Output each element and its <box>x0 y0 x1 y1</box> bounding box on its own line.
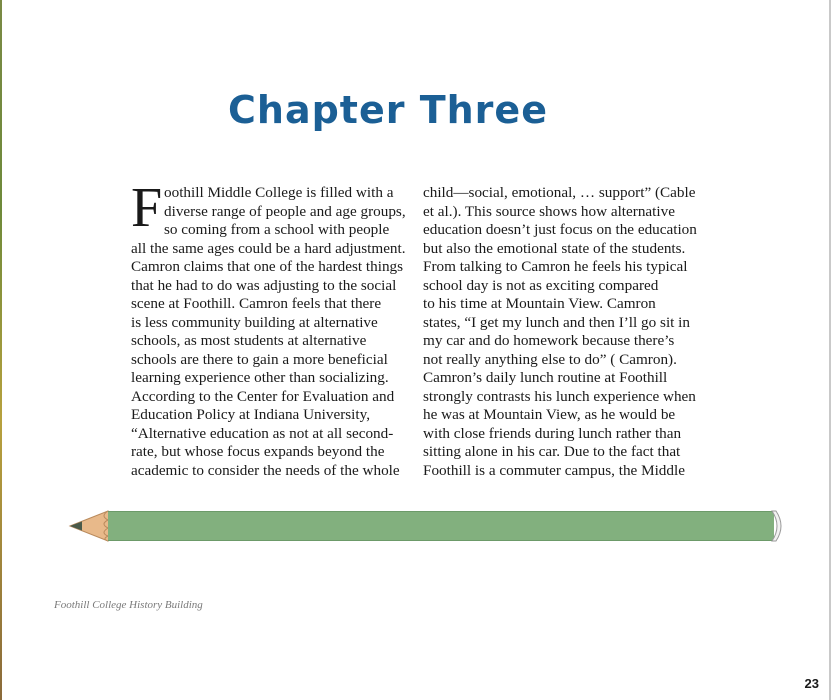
text-line: to his time at Mountain View. Camron <box>423 295 656 312</box>
text-line: Education Policy at Indiana University, <box>131 406 371 423</box>
text-line: child—social, emotional, … support” (Cable <box>423 184 696 201</box>
text-line: that he had to do was adjusting to the social <box>131 276 397 294</box>
text-line: with close friends during lunch rather than <box>423 424 682 442</box>
text-line: Camron’s daily lunch routine at Foothill <box>423 369 668 386</box>
text-line: learning experience other than socializing. <box>131 369 389 386</box>
page-number: 23 <box>804 676 819 691</box>
text-line: oothill Middle College is filled with a <box>164 184 394 201</box>
photo-caption: Foothill College History Building <box>54 599 203 611</box>
text-line: he was at Mountain View, as he would be <box>423 406 676 423</box>
text-line: schools, as most students at alternative <box>131 332 367 349</box>
text-line: states, “I get my lunch and then I’ll go sit in <box>423 313 690 331</box>
drop-cap: F <box>131 177 163 239</box>
text-line: From talking to Camron he feels his typical <box>423 258 688 275</box>
text-line: et al.). This source shows how alternative <box>423 202 675 220</box>
text-line: education doesn’t just focus on the education <box>423 221 697 238</box>
pencil-icon <box>64 508 784 544</box>
text-line: According to the Center for Evaluation and <box>131 387 395 405</box>
text-line: strongly contrasts his lunch experience when <box>423 387 696 405</box>
text-line: diverse range of people and age groups, <box>164 202 406 220</box>
pencil-tip <box>70 522 82 531</box>
text-line: all the same ages could be a hard adjustment. <box>131 239 406 257</box>
chapter-title: Chapter Three <box>228 88 548 132</box>
text-line: not really anything else to do” ( Camron). <box>423 350 677 368</box>
text-line: scene at Foothill. Camron feels that there <box>131 295 382 312</box>
text-line: sitting alone in his car. Due to the fact that <box>423 443 681 460</box>
text-line: so coming from a school with people <box>164 221 390 238</box>
text-line: schools are there to gain a more beneficial <box>131 350 388 368</box>
text-line: rate, but whose focus expands beyond the <box>131 443 385 460</box>
text-line: is less community building at alternative <box>131 313 378 331</box>
body-column-left <box>131 177 416 480</box>
text-line: academic to consider the needs of the whole <box>131 461 400 479</box>
pencil-body <box>108 511 774 541</box>
text-line: Camron claims that one of the hardest things <box>131 258 404 275</box>
text-line: “Alternative education as not at all second- <box>131 424 394 442</box>
body-column-right <box>423 184 708 480</box>
text-line: but also the emotional state of the students. <box>423 239 686 257</box>
text-line: school day is not as exciting compared <box>423 276 659 294</box>
text-line: Foothill is a commuter campus, the Middle <box>423 461 685 479</box>
text-line: my car and do homework because there’s <box>423 332 675 349</box>
